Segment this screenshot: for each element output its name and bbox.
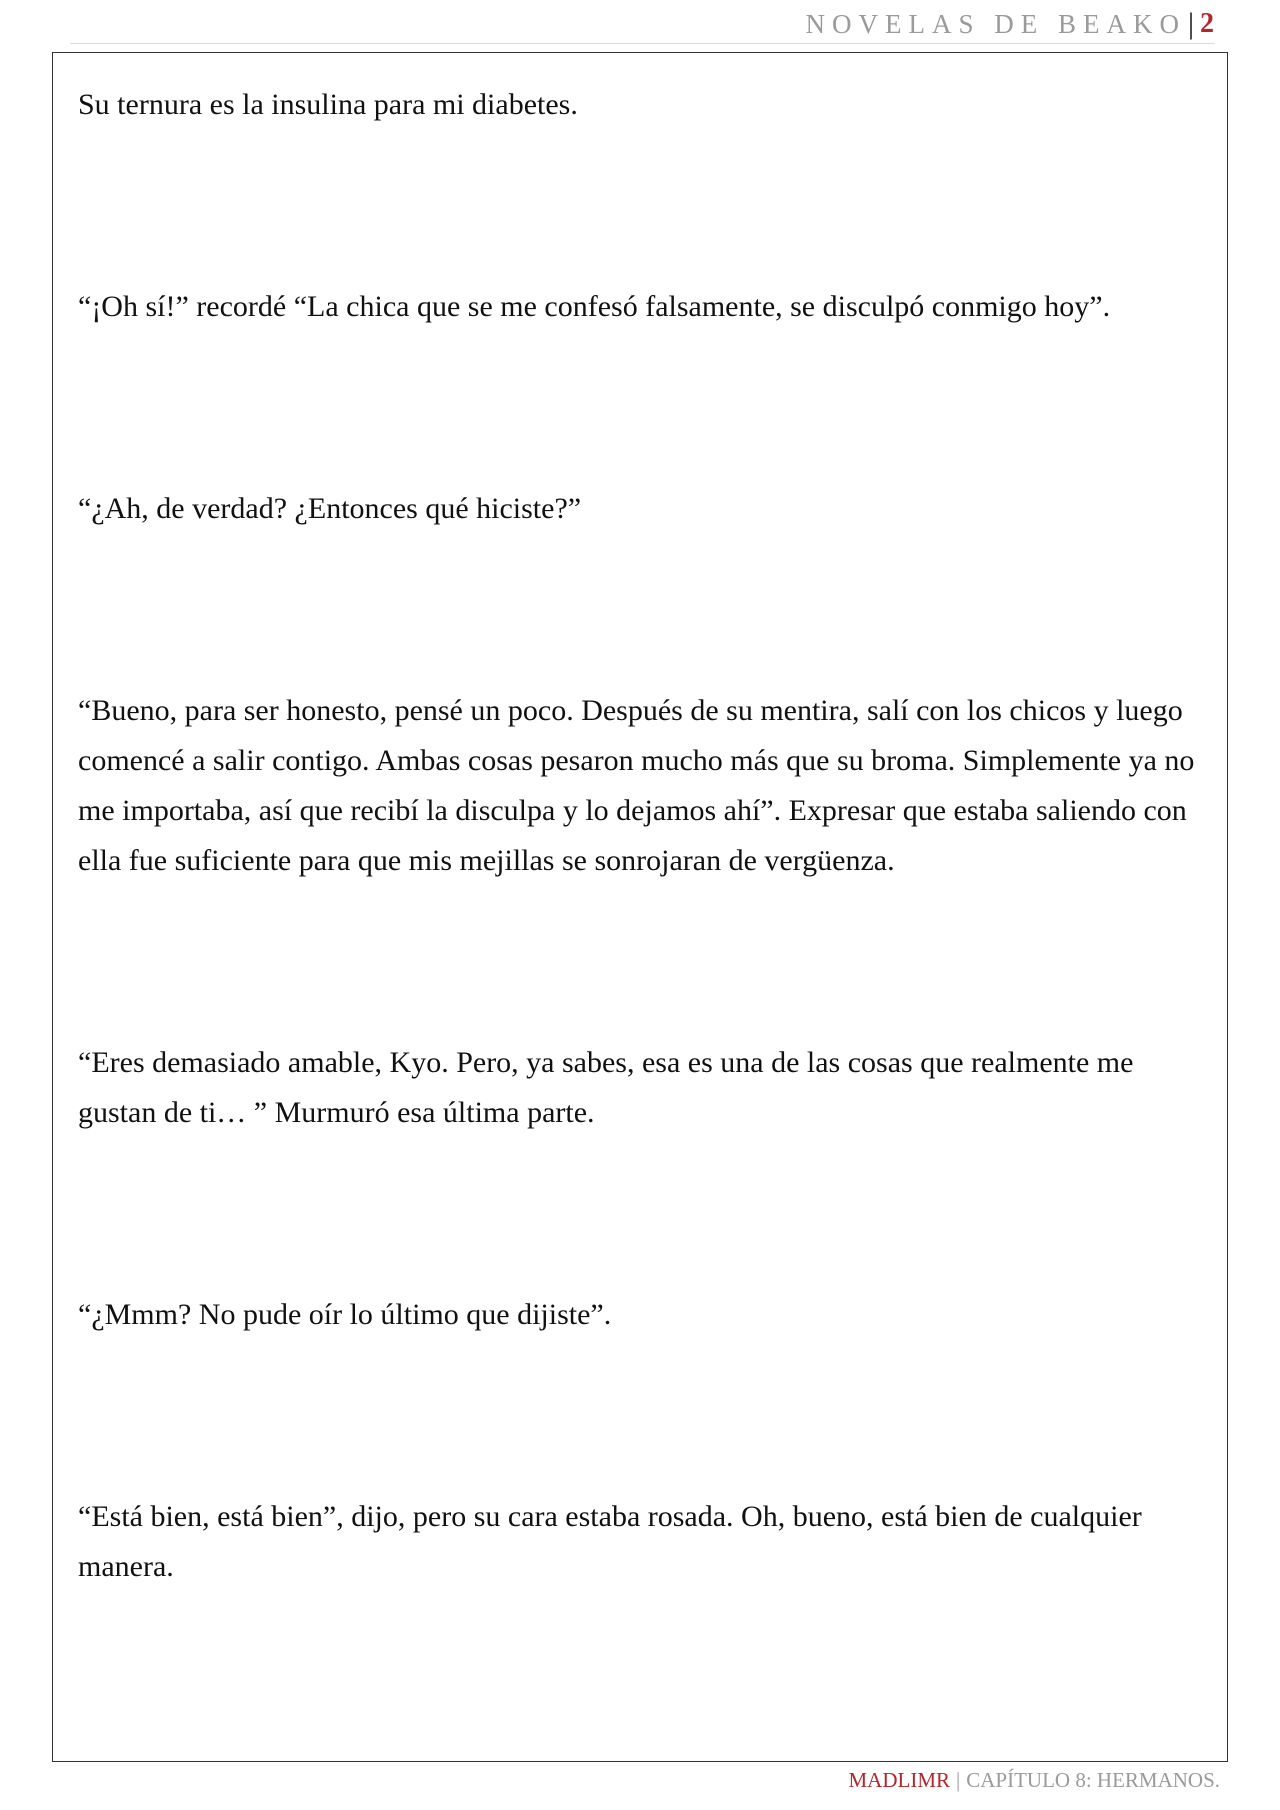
page-number: 2 [1200,8,1214,39]
page-header [806,4,1215,44]
page-body [78,80,1213,1592]
paragraph: “¡Oh sí!” recordé “La chica que se me confesó falsamente, se disculpó conmigo hoy”. [78,290,1111,323]
page-footer [849,1768,1221,1793]
paragraph: “Está bien, está bien”, dijo, pero su cara estaba rosada. Oh, bueno, está bien de cualquier manera. [78,1500,1142,1583]
footer-separator: | [956,1768,961,1792]
paragraph: “¿Ah, de verdad? ¿Entonces qué hiciste?” [78,492,582,525]
header-separator: | [1187,7,1194,40]
paragraph: Su ternura es la insulina para mi diabetes. [78,88,578,121]
book-title: NOVELAS DE BEAKO [805,8,1186,39]
chapter-title: CAPÍTULO 8: HERMANOS. [966,1768,1220,1792]
author-name: MADLIMR [848,1768,951,1792]
paragraph: “¿Mmm? No pude oír lo último que dijiste”. [78,1298,612,1331]
header-divider [70,43,1215,44]
paragraph: “Bueno, para ser honesto, pensé un poco. Después de su mentira, salí con los chicos y luego comencé a salir contigo. Ambas cosas pesaron mucho más que su broma. Simplemente ya no me importaba, así que recibí la disculpa y lo dejamos ahí”. Expresar que estaba saliendo con ella fue suficiente para que mis mejillas se sonrojaran de vergüenza. [78,694,1195,877]
paragraph: “Eres demasiado amable, Kyo. Pero, ya sabes, esa es una de las cosas que realmente me gustan de ti… ” Murmuró esa última parte. [78,1046,1134,1129]
